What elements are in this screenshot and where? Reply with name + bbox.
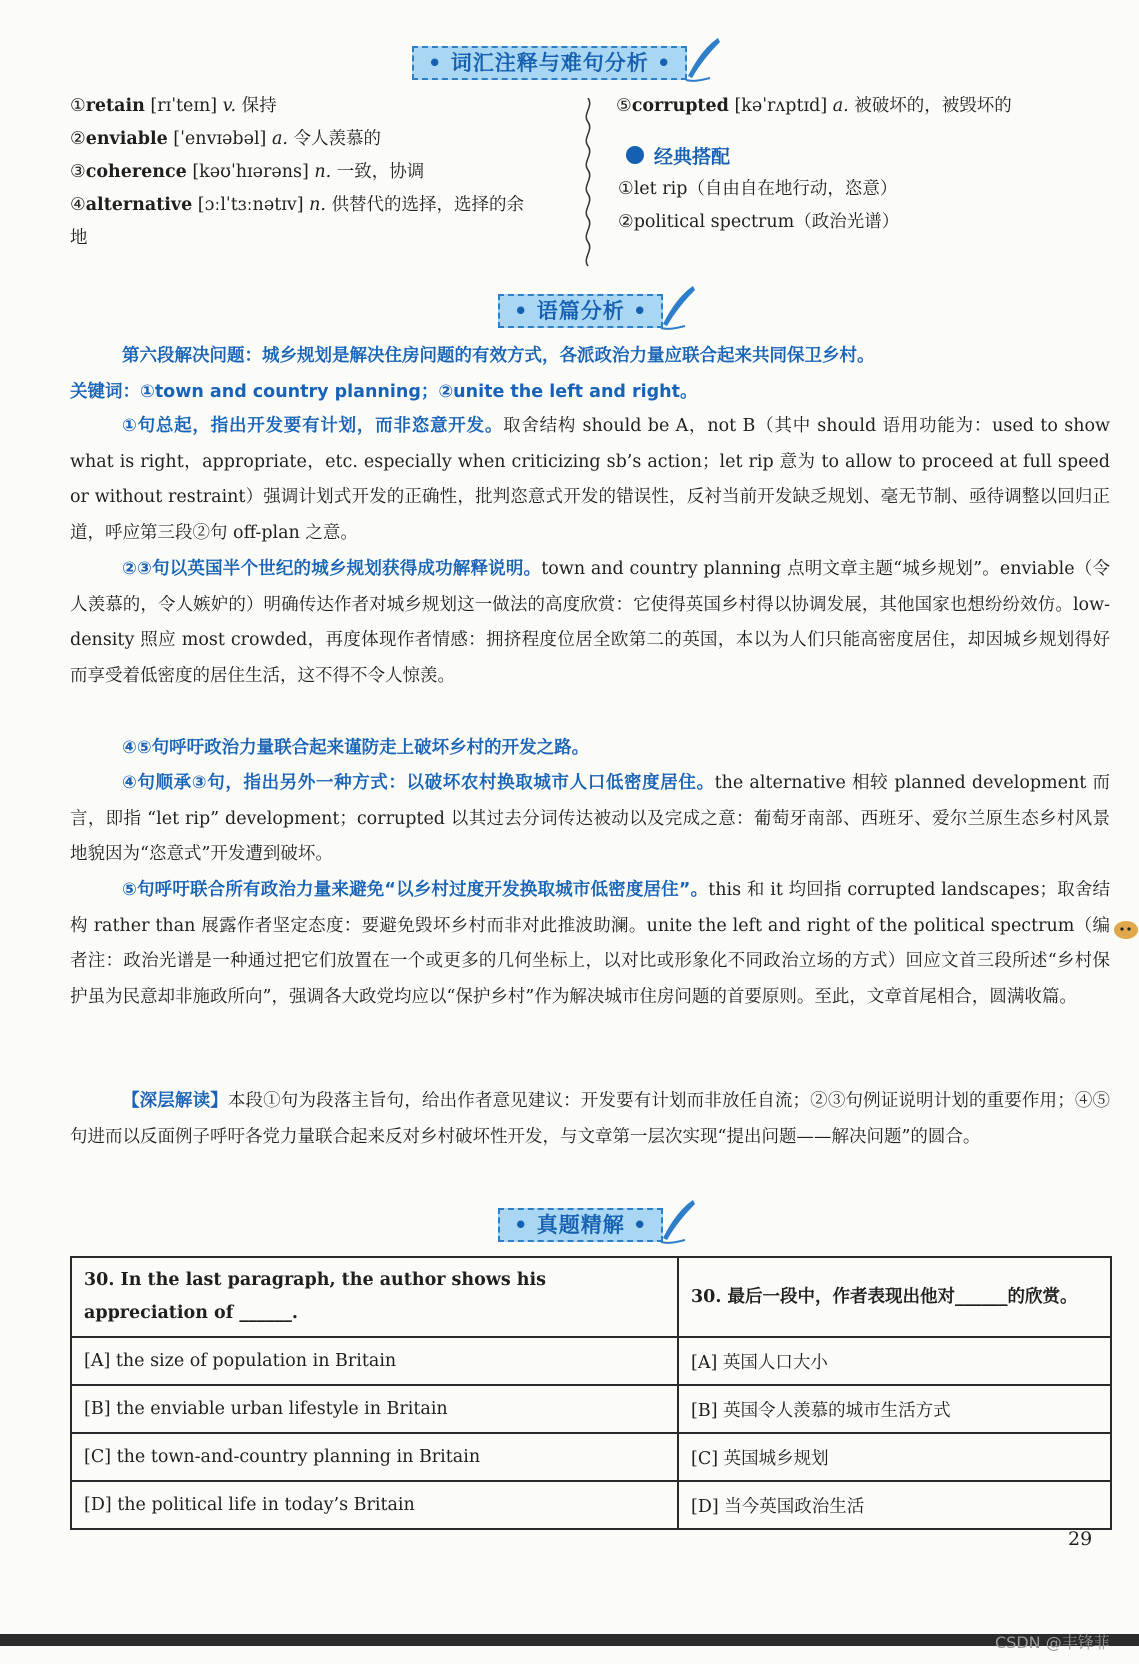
option-d-zh: [D] 当今英国政治生活 (678, 1481, 1111, 1529)
option-row (71, 1433, 1111, 1481)
question-stem-en: 30. In the last paragraph, the author shows his appreciation of ______. (71, 1257, 678, 1337)
question-table (70, 1256, 1112, 1530)
quill-pen-icon (680, 36, 722, 86)
collocation-item: ②political spectrum（政治光谱） (618, 212, 900, 232)
wavy-divider (581, 98, 595, 268)
page-number: 29 (1068, 1528, 1093, 1550)
quill-pen-icon (655, 284, 697, 334)
option-a-en: [A] the size of population in Britain (71, 1337, 678, 1385)
section-banner-analysis: • 语篇分析 • (498, 294, 663, 328)
option-d-en: [D] the political life in today’s Britain (71, 1481, 678, 1529)
vocab-item: ①retain [rɪˈteɪn] v. 保持 (70, 96, 277, 116)
option-row (71, 1385, 1111, 1433)
vocab-item: ④alternative [ɔːlˈtɜːnətɪv] n. 供替代的选择，选择的余地 (70, 195, 525, 248)
section-banner-vocab: • 词汇注释与难句分析 • (412, 46, 687, 80)
vocab-list-right (616, 90, 1096, 123)
collocation-item: ①let rip（自由自在地行动，恣意） (618, 179, 898, 199)
option-b-zh: [B] 英国令人羡慕的城市生活方式 (678, 1385, 1111, 1433)
question-stem-row (71, 1257, 1111, 1337)
collocation-title: 经典搭配 (654, 146, 731, 168)
vocab-item: ⑤corrupted [kəˈrʌptɪd] a. 被破坏的，被毁坏的 (616, 96, 1012, 116)
option-row (71, 1337, 1111, 1385)
deep-reading-paragraph: 【深层解读】本段①句为段落主旨句，给出作者意见建议：开发要有计划而非放任自流；②③句例证说明计划的重要作用；④⑤句进而以反面例子呼吁各党力量联合起来反对乡村破坏性开发，与文章第一层次实现“提出问题——解决问题”的圆合。 (70, 1091, 1110, 1147)
vocab-item: ③coherence [kəʊˈhɪərəns] n. 一致，协调 (70, 162, 425, 182)
analysis-paragraph-4: ④句顺承③句，指出另外一种方式：以破坏农村换取城市人口低密度居住。the alternative 相较 planned development 而言，即指 “let rip” development；corrupted 以其过去分词传达被动以及完成之意：葡萄牙南部、西班牙、爱尔兰原生态乡村风景地貌因为“恣意式”开发遭到破坏。 (70, 773, 1110, 864)
bottom-bar (0, 1634, 1139, 1646)
analysis-paragraph-2: ②③句以英国半个世纪的城乡规划获得成功解释说明。town and country planning 点明文章主题“城乡规划”。enviable（令人羡慕的，令人嫉妒的）明确传达作者对城乡规划这一做法的高度欣赏：它使得英国乡村得以协调发展，其他国家也想纷纷效仿。low-density 照应 most crowded，再度体现作者情感：拥挤程度位居全欧第二的英国，本以为人们只能高密度居住，却因城乡规划得好而享受着低密度的居住生活，这不得不令人惊羡。 (70, 559, 1110, 686)
option-c-zh: [C] 英国城乡规划 (678, 1433, 1111, 1481)
analysis-paragraph-5: ⑤句呼吁联合所有政治力量来避免“以乡村过度开发换取城市低密度居住”。this 和 it 均回指 corrupted landscapes；取舍结构 rather than 展露作者坚定态度：要避免毁坏乡村而非对此推波助澜。unite the left and right of the political spectrum（编者注：政治光谱是一种通过把它们放置在一个或更多的几何坐标上，以对比或形象化不同政治立场的方式）回应文首三段所述“乡村保护虽为民意却非施政所向”，强调各大政党均应以“保护乡村”作为解决城市住房问题的首要原则。至此，文章首尾相合，圆满收篇。 (70, 880, 1110, 1007)
collocation-list (618, 173, 1098, 239)
question-stem-zh: 30. 最后一段中，作者表现出他对______的欣赏。 (678, 1257, 1111, 1337)
option-b-en: [B] the enviable urban lifestyle in Britain (71, 1385, 678, 1433)
section-banner-exam: • 真题精解 • (498, 1208, 663, 1242)
option-a-zh: [A] 英国人口大小 (678, 1337, 1111, 1385)
analysis-summary: 第六段解决问题：城乡规划是解决住房问题的有效方式，各派政治力量应联合起来共同保卫乡村。 (122, 346, 875, 366)
keywords-line: 关键词：①town and country planning；②unite the left and right。 (70, 382, 698, 402)
vocab-list-left (70, 90, 540, 255)
analysis-paragraph-1: ①句总起，指出开发要有计划，而非恣意开发。取舍结构 should be A，not B（其中 should 语用功能为：used to show what is right，appropriate，etc. especially when criticizing sb’s action；let rip 意为 to allow to proceed at full speed or without restraint）强调计划式开发的正确性，批判恣意式开发的错误性，反衬当前开发缺乏规划、毫无节制、亟待调整以回归正道，呼应第三段②句 off-plan 之意。 (70, 416, 1110, 543)
bullet-dot-icon (626, 146, 644, 164)
csdn-watermark: CSDN @丰锋菲 (995, 1633, 1110, 1652)
option-row (71, 1481, 1111, 1529)
mascot-icon (1112, 918, 1139, 940)
vocab-item: ②enviable [ˈenvɪəbəl] a. 令人羡慕的 (70, 129, 382, 149)
quill-pen-icon (655, 1198, 697, 1248)
option-c-en: [C] the town-and-country planning in Britain (71, 1433, 678, 1481)
analysis-paragraph-3: ④⑤句呼吁政治力量联合起来谨防走上破坏乡村的开发之路。 (122, 738, 590, 758)
